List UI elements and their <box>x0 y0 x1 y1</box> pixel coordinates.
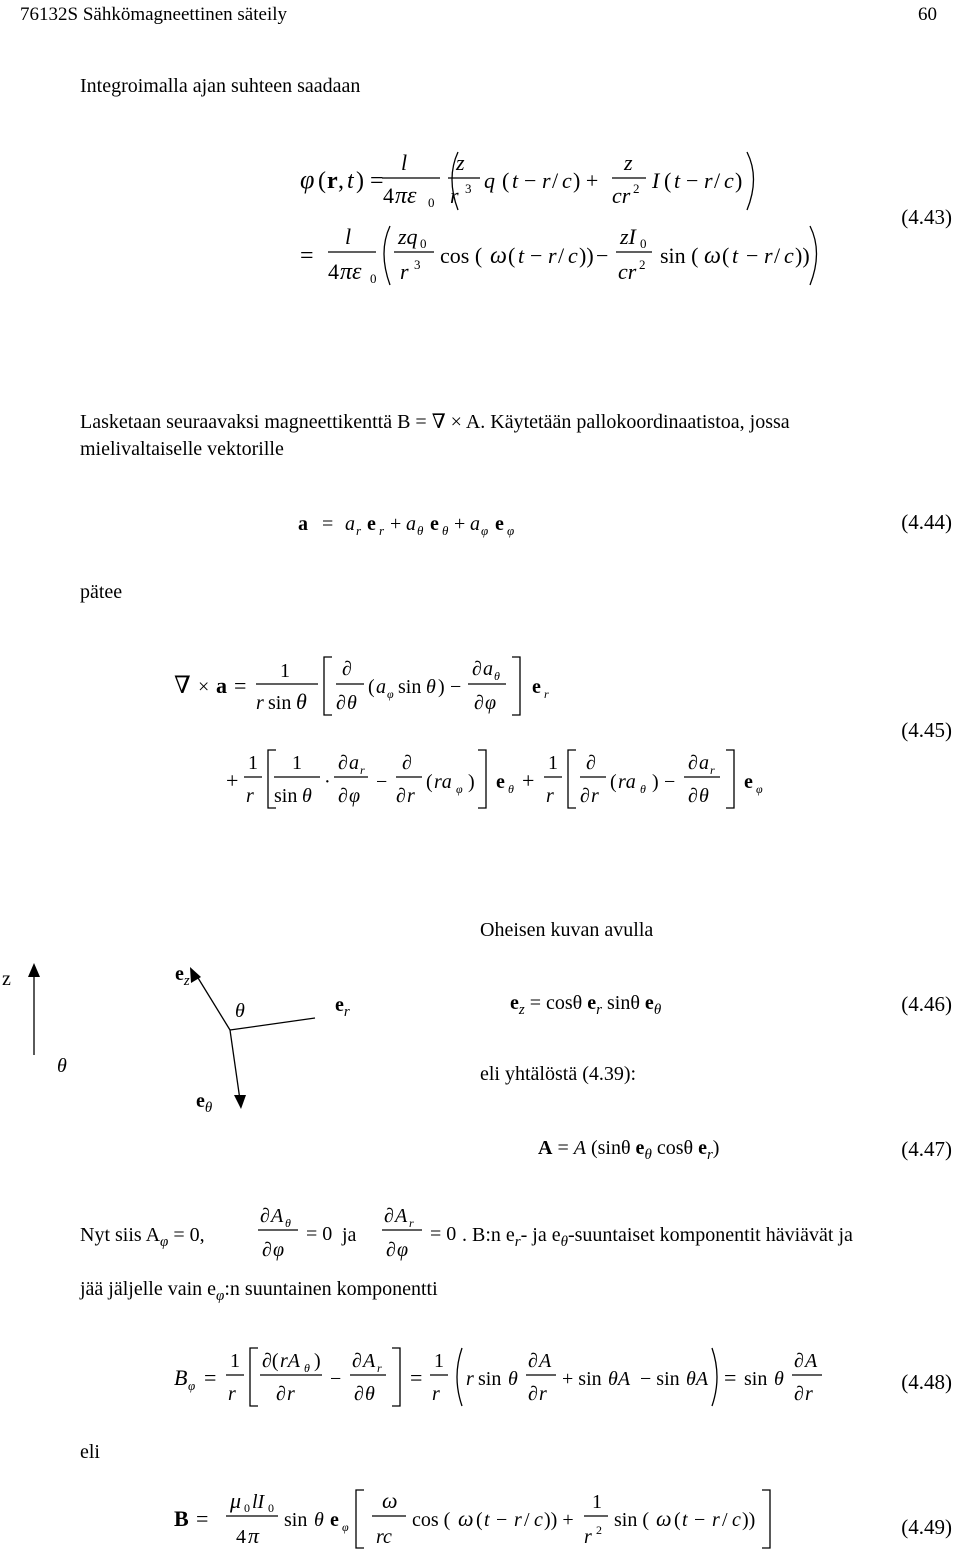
svg-text:−: − <box>496 1509 508 1531</box>
svg-text:t: t <box>674 168 681 193</box>
svg-text:φ: φ <box>456 782 463 796</box>
svg-text:φ: φ <box>507 523 515 538</box>
svg-text:=: = <box>322 513 334 535</box>
svg-text:r: r <box>539 1383 547 1405</box>
svg-text:z: z <box>624 150 633 175</box>
svg-text:/: / <box>722 1509 728 1531</box>
svg-text:c: c <box>568 243 578 268</box>
svg-text:φ: φ <box>387 687 394 701</box>
svg-text:zq: zq <box>398 224 418 249</box>
svg-text:−: − <box>686 168 699 193</box>
svg-text:θ: θ <box>365 1383 375 1405</box>
svg-text:rA: rA <box>280 1350 300 1372</box>
svg-text:cr: cr <box>612 183 631 208</box>
svg-text:=: = <box>204 1365 217 1390</box>
svg-text:0: 0 <box>428 195 435 210</box>
svg-text:t: t <box>682 1509 688 1531</box>
equation-number: (4.47) <box>901 1137 952 1161</box>
svg-text:θ: θ <box>302 785 312 807</box>
svg-text:e: e <box>744 771 753 793</box>
svg-text:r: r <box>591 785 599 807</box>
svg-text:φ: φ <box>273 1239 285 1261</box>
svg-text:r: r <box>466 1368 474 1390</box>
svg-text:a: a <box>349 752 359 774</box>
svg-text:a: a <box>345 513 355 535</box>
svg-text:a: a <box>406 513 416 535</box>
svg-text:0: 0 <box>640 236 647 251</box>
svg-text:B: B <box>174 1365 188 1390</box>
svg-text:q: q <box>484 168 495 193</box>
paragraph-magnetic-field-cont: mielivaltaiselle vektorille <box>80 438 284 460</box>
svg-text:∂: ∂ <box>528 1383 538 1405</box>
svg-text:r: r <box>228 1383 236 1405</box>
svg-text:r: r <box>287 1383 295 1405</box>
svg-text:∂: ∂ <box>338 785 348 807</box>
svg-text:sin: sin <box>744 1368 768 1390</box>
svg-text:ra: ra <box>434 771 452 793</box>
svg-text:−: − <box>376 771 388 793</box>
svg-text:2: 2 <box>596 1523 602 1537</box>
svg-text:): ) <box>314 1350 321 1372</box>
svg-text:t: t <box>347 168 354 194</box>
svg-text:+: + <box>390 513 402 535</box>
svg-text:∂: ∂ <box>688 785 698 807</box>
etheta-label: $e_\theta$ <box>196 1090 213 1116</box>
svg-text:r: r <box>409 1216 414 1230</box>
svg-text:4: 4 <box>383 183 394 208</box>
svg-text:∂: ∂ <box>342 658 352 680</box>
svg-text:−: − <box>330 1368 342 1390</box>
svg-text:∂: ∂ <box>402 752 412 774</box>
svg-text:0: 0 <box>244 1501 250 1515</box>
equation-4-44 <box>290 505 550 545</box>
svg-text:e: e <box>330 1509 339 1531</box>
svg-text:) =: ) = <box>356 168 384 194</box>
svg-text:r: r <box>327 168 338 194</box>
partial-derivative-a-r <box>374 1198 474 1268</box>
svg-text:×: × <box>198 676 210 698</box>
svg-text:4: 4 <box>328 259 339 284</box>
svg-text:1: 1 <box>548 752 558 774</box>
svg-text:r: r <box>546 785 554 807</box>
svg-text:θA: θA <box>608 1368 631 1390</box>
svg-text:θ: θ <box>296 689 307 714</box>
svg-text:3: 3 <box>414 257 421 272</box>
paragraph-from-equation: eli yhtälöstä (4.39): <box>480 1063 637 1085</box>
svg-text:e: e <box>495 513 504 535</box>
svg-text:∂: ∂ <box>354 1383 364 1405</box>
svg-text:A: A <box>363 1350 376 1372</box>
page-number: 60 <box>918 4 937 25</box>
svg-text:r: r <box>584 1526 592 1548</box>
svg-text:θ: θ <box>494 669 500 683</box>
equation-number: (4.45) <box>901 718 952 742</box>
svg-text:e: e <box>430 513 439 535</box>
equation-4-46: $e_z = \cos\theta$ $e_r$ sinθ $e_\theta$ <box>510 992 662 1018</box>
svg-text:r: r <box>710 763 715 777</box>
svg-text:B: B <box>174 1506 189 1531</box>
svg-text:t: t <box>732 243 739 268</box>
svg-text:c: c <box>534 1509 543 1531</box>
svg-text:/: / <box>552 168 559 193</box>
svg-text:θ: θ <box>508 782 514 796</box>
svg-text:−: − <box>450 676 462 698</box>
equation-4-43 <box>290 140 850 300</box>
svg-text:r: r <box>514 1509 522 1531</box>
svg-text:π: π <box>248 1523 260 1548</box>
word-and: ja <box>342 1224 357 1246</box>
svg-text:φ: φ <box>342 1520 349 1534</box>
svg-text:(: ( <box>664 168 672 193</box>
svg-text:πε: πε <box>395 183 417 209</box>
svg-text:1: 1 <box>434 1350 444 1372</box>
svg-text:2: 2 <box>639 257 646 272</box>
svg-text:(: ( <box>674 1509 681 1531</box>
svg-text:θ: θ <box>304 1361 310 1375</box>
svg-text:(: ( <box>610 771 617 793</box>
svg-text:∂: ∂ <box>688 752 698 774</box>
svg-text:c: c <box>784 243 794 268</box>
paragraph-figure-intro: Oheisen kuvan avulla <box>480 919 654 941</box>
svg-text:∂: ∂ <box>262 1239 272 1261</box>
svg-text:+: + <box>226 768 239 793</box>
svg-text:0: 0 <box>420 236 427 251</box>
svg-text:a: a <box>483 658 493 680</box>
svg-text:r: r <box>377 1361 382 1375</box>
svg-text:r: r <box>548 243 557 268</box>
svg-text:ω: ω <box>656 1506 672 1531</box>
equation-number: (4.48) <box>901 1370 952 1394</box>
svg-text:sin (: sin ( <box>614 1509 649 1531</box>
svg-text:∂: ∂ <box>338 752 348 774</box>
svg-text:(: ( <box>368 676 375 698</box>
er-label: $e_r$ <box>335 994 350 1020</box>
svg-text:(: ( <box>722 243 730 268</box>
theta-upper-label: θ <box>235 1000 245 1022</box>
svg-text:a: a <box>298 513 308 535</box>
svg-text:∂: ∂ <box>586 752 596 774</box>
svg-text:θ: θ <box>426 676 436 698</box>
svg-text:θ: θ <box>285 1216 291 1230</box>
svg-text:φ: φ <box>756 782 763 796</box>
coordinate-figure <box>0 955 440 1125</box>
svg-text:θ: θ <box>347 692 357 714</box>
svg-text:a: a <box>376 676 386 698</box>
equation-number: (4.44) <box>901 510 952 534</box>
svg-text:)): )) <box>795 243 810 268</box>
svg-text:φ: φ <box>188 1378 196 1393</box>
svg-text:θ: θ <box>640 782 646 796</box>
svg-text:r: r <box>712 1509 720 1531</box>
svg-text:r: r <box>544 687 549 701</box>
svg-text:,: , <box>338 168 344 194</box>
paragraph-remaining: jää jäljelle vain $e_\varphi:n$ suuntainen komponentti <box>80 1278 438 1304</box>
ez-label: $e_z$ <box>175 963 190 989</box>
svg-text:2: 2 <box>633 181 640 196</box>
equation-4-45 <box>170 645 790 830</box>
svg-text:/: / <box>774 243 781 268</box>
svg-text:r: r <box>356 523 362 538</box>
svg-text:r: r <box>400 259 409 284</box>
svg-text:): ) <box>735 168 743 193</box>
svg-text:lI: lI <box>252 1491 265 1513</box>
svg-text:−: − <box>694 1509 706 1531</box>
svg-text:A: A <box>271 1205 284 1227</box>
svg-text:∂: ∂ <box>794 1350 804 1372</box>
svg-text:θ: θ <box>442 523 449 538</box>
svg-text:t: t <box>512 168 519 193</box>
svg-text:θ: θ <box>417 523 424 538</box>
svg-text:−: − <box>596 243 609 268</box>
svg-text:−: − <box>524 168 537 193</box>
svg-text:∇: ∇ <box>174 673 191 699</box>
svg-text:1: 1 <box>292 752 302 774</box>
svg-text:z: z <box>456 150 465 175</box>
equation-4-48 <box>170 1340 850 1420</box>
equation-4-47: A = A (sinθ $e_\theta$ cosθ $e_r$) <box>538 1137 720 1163</box>
svg-text:∂: ∂ <box>336 692 346 714</box>
svg-text:+ sin: + sin <box>562 1368 602 1390</box>
svg-text:φ: φ <box>397 1239 409 1261</box>
svg-text:∂(: ∂( <box>262 1350 279 1372</box>
paragraph-components: Nyt siis $A_\varphi = 0$, <box>80 1224 205 1250</box>
svg-text:e: e <box>496 771 505 793</box>
svg-text:3: 3 <box>465 181 472 196</box>
svg-text:1: 1 <box>248 752 258 774</box>
svg-text:(: ( <box>502 168 510 193</box>
equation-number: (4.43) <box>901 205 952 229</box>
svg-text:θ: θ <box>508 1368 518 1390</box>
svg-text:=: = <box>410 1365 423 1390</box>
svg-text:∂: ∂ <box>260 1205 270 1227</box>
svg-text:= 0: = 0 <box>306 1223 333 1245</box>
svg-text:t: t <box>518 243 525 268</box>
svg-text:πε: πε <box>340 259 362 285</box>
svg-text:∂: ∂ <box>580 785 590 807</box>
svg-text:θA: θA <box>686 1368 709 1390</box>
svg-text:∂: ∂ <box>352 1350 362 1372</box>
svg-text:·: · <box>324 771 331 793</box>
svg-text:r: r <box>450 183 459 208</box>
svg-text:rc: rc <box>376 1526 392 1548</box>
svg-text:sin: sin <box>268 692 292 714</box>
svg-text:r: r <box>542 168 551 193</box>
svg-text:l: l <box>401 150 408 175</box>
svg-text:=: = <box>724 1365 737 1390</box>
svg-text:sin: sin <box>478 1368 502 1390</box>
svg-text:∂: ∂ <box>396 785 406 807</box>
svg-text:=: = <box>234 673 247 698</box>
svg-text:): ) <box>652 771 659 793</box>
svg-text:a: a <box>470 513 480 535</box>
svg-text:cos (: cos ( <box>412 1509 451 1531</box>
svg-text:r: r <box>704 168 713 193</box>
paragraph-or: eli <box>80 1441 100 1463</box>
svg-text:1: 1 <box>230 1350 240 1372</box>
svg-text:θ: θ <box>774 1368 784 1390</box>
svg-text:ra: ra <box>618 771 636 793</box>
svg-text:A: A <box>805 1350 818 1372</box>
svg-text:∂: ∂ <box>794 1383 804 1405</box>
svg-text:): ) <box>468 771 475 793</box>
svg-text:(: ( <box>508 243 516 268</box>
svg-text:zI: zI <box>620 224 636 249</box>
svg-text:) +: ) + <box>573 168 599 193</box>
svg-text:): ) <box>438 676 445 698</box>
svg-text:t: t <box>484 1509 490 1531</box>
svg-text:c: c <box>732 1509 741 1531</box>
svg-text:r: r <box>432 1383 440 1405</box>
svg-text:A: A <box>395 1205 408 1227</box>
partial-derivative-a-theta <box>250 1198 350 1268</box>
svg-text:+: + <box>454 513 466 535</box>
svg-text:φ: φ <box>485 692 497 714</box>
svg-text:(: ( <box>476 1509 483 1531</box>
svg-text:)) +: )) + <box>544 1509 574 1531</box>
svg-text:/: / <box>558 243 565 268</box>
svg-text:a: a <box>216 673 227 698</box>
svg-text:+: + <box>522 768 535 793</box>
svg-text:/: / <box>524 1509 530 1531</box>
svg-text:−: − <box>746 243 759 268</box>
svg-text:e: e <box>367 513 376 535</box>
svg-text:sin (: sin ( <box>660 243 699 268</box>
svg-text:ω: ω <box>490 243 507 269</box>
equation-number: (4.49) <box>901 1515 952 1539</box>
paragraph-integration: Integroimalla ajan suhteen saadaan <box>80 75 361 97</box>
z-axis-label: z <box>2 968 11 990</box>
svg-text:∂: ∂ <box>384 1205 394 1227</box>
svg-text:− sin: − sin <box>640 1368 680 1390</box>
svg-text:r: r <box>246 785 254 807</box>
svg-text:∂: ∂ <box>528 1350 538 1372</box>
svg-text:A: A <box>539 1350 552 1372</box>
svg-text:r: r <box>379 523 385 538</box>
svg-text:−: − <box>530 243 543 268</box>
svg-text:)): )) <box>742 1509 756 1531</box>
svg-text:c: c <box>562 168 572 193</box>
svg-text:)): )) <box>579 243 594 268</box>
svg-text:−: − <box>664 771 676 793</box>
svg-text:cr: cr <box>618 259 637 284</box>
svg-text:r: r <box>407 785 415 807</box>
svg-text:∂: ∂ <box>472 658 482 680</box>
svg-text:= 0: = 0 <box>430 1223 457 1245</box>
svg-text:r: r <box>764 243 773 268</box>
svg-text:a: a <box>699 752 709 774</box>
equation-number: (4.46) <box>901 992 952 1016</box>
svg-text:I: I <box>652 168 660 193</box>
theta-left-label: θ <box>57 1055 67 1077</box>
svg-text:(: ( <box>318 168 326 194</box>
document-title: 76132S Sähkömagneettinen säteily <box>20 4 288 25</box>
svg-text:sin: sin <box>398 676 422 698</box>
svg-text:0: 0 <box>370 271 377 286</box>
svg-text:1: 1 <box>280 660 290 682</box>
svg-text:=: = <box>300 243 314 269</box>
svg-text:(: ( <box>426 771 433 793</box>
svg-text:∂: ∂ <box>276 1383 286 1405</box>
svg-text:r: r <box>360 763 365 777</box>
svg-text:∂: ∂ <box>474 692 484 714</box>
svg-text:/: / <box>714 168 721 193</box>
svg-text:cos (: cos ( <box>440 243 483 268</box>
svg-text:=: = <box>196 1506 209 1531</box>
equation-4-49 <box>170 1488 810 1556</box>
svg-text:μ: μ <box>230 1488 242 1513</box>
svg-text:e: e <box>532 676 541 698</box>
svg-text:φ: φ <box>300 165 315 194</box>
svg-text:φ: φ <box>481 523 489 538</box>
svg-text:θ: θ <box>314 1509 324 1531</box>
svg-text:φ: φ <box>349 785 361 807</box>
svg-text:l: l <box>345 224 352 249</box>
svg-text:1: 1 <box>592 1491 602 1513</box>
svg-text:sin: sin <box>284 1509 308 1531</box>
svg-text:4: 4 <box>236 1526 246 1548</box>
svg-text:ω: ω <box>704 243 721 269</box>
svg-text:ω: ω <box>382 1488 398 1513</box>
svg-text:sin: sin <box>274 785 298 807</box>
svg-text:∂: ∂ <box>386 1239 396 1261</box>
paragraph-components-cont: . B:n $e_r-$ ja $e_\theta$-suuntaiset komponentit häviävät ja <box>462 1224 853 1250</box>
paragraph-magnetic-field: Lasketaan seuraavaksi magneettikenttä B = ∇ × A. Käytetään pallokoordinaatistoa, jossa <box>80 411 790 433</box>
svg-text:θ: θ <box>699 785 709 807</box>
svg-text:0: 0 <box>268 1501 274 1515</box>
svg-text:c: c <box>724 168 734 193</box>
svg-text:ω: ω <box>458 1506 474 1531</box>
svg-text:r: r <box>256 692 264 714</box>
svg-text:r: r <box>805 1383 813 1405</box>
paragraph-holds: pätee <box>80 581 123 603</box>
